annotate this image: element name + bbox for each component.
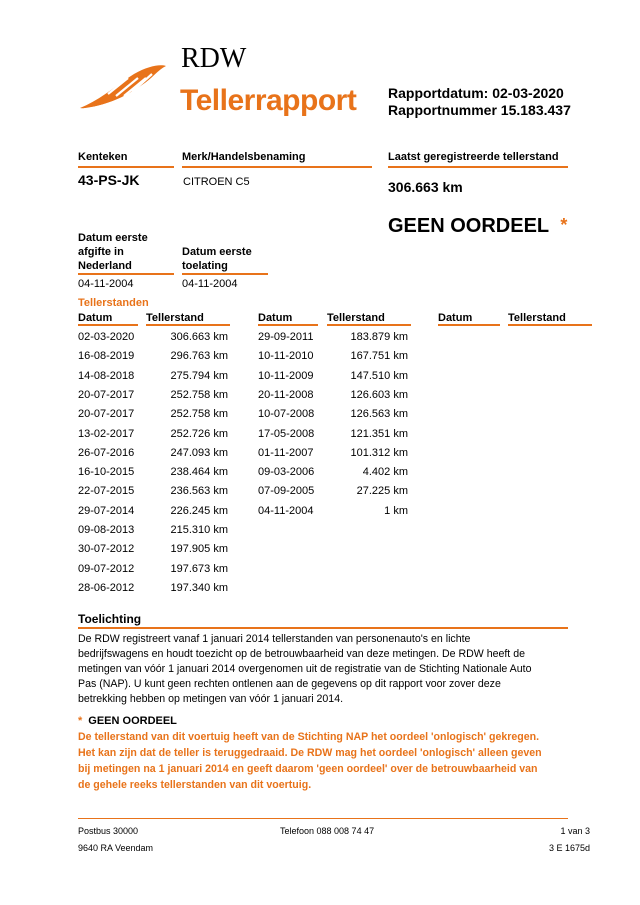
last-reading-label: Laatst geregistreerde tellerstand <box>388 151 559 163</box>
footer-page: 1 van 3 <box>560 826 590 836</box>
reading-row <box>78 505 228 519</box>
reading-date: 20-07-2017 <box>78 408 135 421</box>
reading-value: 306.663 km <box>170 331 228 343</box>
col-header-date: Datum <box>78 312 113 324</box>
reading-row <box>258 331 408 345</box>
reading-value: 121.351 km <box>350 427 408 440</box>
reading-value: 252.758 km <box>170 408 228 421</box>
first-nl-label: Datum eerste afgifte in Nederland <box>78 232 148 272</box>
first-adm-label: Datum eerste toelating <box>182 246 252 272</box>
reading-value: 247.093 km <box>170 446 228 459</box>
reading-row <box>258 447 408 461</box>
reading-date: 28-06-2012 <box>78 581 135 594</box>
reading-row <box>78 389 228 403</box>
reading-value: 236.563 km <box>170 485 228 498</box>
reading-value: 101.312 km <box>350 446 408 459</box>
reading-date: 30-07-2012 <box>78 543 135 556</box>
reading-row <box>258 350 408 364</box>
verdict-star: * <box>560 215 568 235</box>
divider <box>146 324 230 326</box>
plate-label: Kenteken <box>78 151 128 163</box>
reading-date: 10-11-2009 <box>258 369 314 382</box>
explanation-text: De RDW registreert vanaf 1 januari 2014 tellerstanden van personenauto's en lichte bedrijfswagens en houdt toezicht op de betrouwbaarheid van deze metingen. De RDW heeft de metingen van vóór 1 januari 2014 overgenomen uit de registratie van de Stichting Nationale Auto Pas (NAP). U kunt geen rechten ontlenen aan de gegevens op dit rapport voor zover deze betrekking hebben op metingen van vóór 1 januari 2014. <box>78 633 532 705</box>
reading-date: 26-07-2016 <box>78 446 135 459</box>
brand-name: RDW <box>181 43 247 74</box>
last-reading-value: 306.663 km <box>388 179 463 195</box>
reading-value: 215.310 km <box>170 524 228 536</box>
reading-row <box>78 447 228 461</box>
reading-row <box>78 428 228 442</box>
reading-date: 14-08-2018 <box>78 369 135 382</box>
reading-date: 10-11-2010 <box>258 350 314 363</box>
report-number: Rapportnummer 15.183.437 <box>388 102 571 118</box>
reading-row <box>258 370 408 384</box>
footer-address-2: 9640 RA Veendam <box>78 843 154 853</box>
reading-value: 167.751 km <box>350 350 408 363</box>
reading-date: 09-08-2013 <box>78 524 135 536</box>
reading-row <box>258 485 408 499</box>
reading-row <box>78 563 228 577</box>
reading-date: 02-03-2020 <box>78 331 135 343</box>
reading-date: 04-11-2004 <box>258 504 314 517</box>
first-nl-value: 04-11-2004 <box>78 278 134 290</box>
reading-date: 13-02-2017 <box>78 427 135 440</box>
reading-row <box>78 331 228 345</box>
col-header-date: Datum <box>258 312 293 324</box>
footer-divider <box>78 818 568 819</box>
reading-date: 29-09-2011 <box>258 331 314 343</box>
reading-value: 197.905 km <box>170 543 228 556</box>
note-star: * <box>78 715 83 727</box>
reading-row <box>78 524 228 538</box>
divider <box>78 627 568 629</box>
reading-row <box>258 408 408 422</box>
reading-value: 252.726 km <box>170 427 228 440</box>
reading-date: 16-10-2015 <box>78 466 135 479</box>
reading-value: 4.402 km <box>362 466 408 479</box>
reading-date: 22-07-2015 <box>78 485 135 498</box>
reading-date: 17-05-2008 <box>258 427 315 440</box>
reading-row <box>78 485 228 499</box>
make-value: CITROEN C5 <box>183 176 250 188</box>
reading-row <box>78 408 228 422</box>
reading-row <box>258 466 408 480</box>
verdict: GEEN OORDEEL * <box>388 215 568 237</box>
divider <box>508 324 592 326</box>
col-header-date: Datum <box>438 312 473 324</box>
first-adm-value: 04-11-2004 <box>182 278 238 290</box>
divider <box>78 166 174 168</box>
reading-date: 01-11-2007 <box>258 446 314 459</box>
reading-value: 183.879 km <box>350 331 408 343</box>
reading-value: 1 km <box>384 504 408 517</box>
footer-phone: Telefoon 088 008 74 47 <box>280 826 375 836</box>
rdw-logo <box>78 56 170 114</box>
reading-value: 126.563 km <box>350 408 408 421</box>
reading-date: 07-09-2005 <box>258 485 315 498</box>
divider <box>388 166 568 168</box>
reading-date: 10-07-2008 <box>258 408 315 421</box>
report-date: Rapportdatum: 02-03-2020 <box>388 85 564 101</box>
reading-row <box>258 389 408 403</box>
reading-value: 126.603 km <box>350 388 408 401</box>
reading-value: 275.794 km <box>170 369 228 382</box>
warning-text: De tellerstand van dit voertuig heeft van de Stichting NAP het oordeel 'onlogisch' gekregen. Het kan zijn dat de teller is teruggedraaid. De RDW mag het oordeel 'onlogisch' alleen geven bij metingen na 1 januari 2014 en geeft daarom 'geen oordeel' over de betrouwbaarheid van de gehele reeks tellerstanden van dit voertuig. <box>78 731 542 791</box>
footer-code: 3 E 1675d <box>548 843 590 853</box>
reading-row <box>78 350 228 364</box>
reading-value: 252.758 km <box>170 388 228 401</box>
reading-date: 20-07-2017 <box>78 388 135 401</box>
divider <box>258 324 318 326</box>
reading-value: 27.225 km <box>356 485 408 498</box>
divider <box>182 273 268 275</box>
reading-date: 20-11-2008 <box>258 388 314 401</box>
plate-value: 43-PS-JK <box>78 172 140 188</box>
note-title: * GEEN OORDEEL <box>78 715 177 727</box>
reading-row <box>258 505 408 519</box>
reading-value: 296.763 km <box>170 350 228 363</box>
reading-date: 29-07-2014 <box>78 504 135 517</box>
col-header-value: Tellerstand <box>327 312 385 324</box>
reading-value: 197.673 km <box>170 562 228 575</box>
divider <box>78 324 138 326</box>
readings-title: Tellerstanden <box>78 297 149 309</box>
reading-value: 226.245 km <box>170 504 228 517</box>
explanation-title: Toelichting <box>78 612 142 626</box>
reading-date: 16-08-2019 <box>78 350 135 363</box>
reading-row <box>78 582 228 596</box>
reading-row <box>78 370 228 384</box>
reading-row <box>78 543 228 557</box>
page-title: Tellerrapport <box>180 84 357 117</box>
divider <box>327 324 411 326</box>
reading-value: 197.340 km <box>170 581 228 594</box>
reading-row <box>78 466 228 480</box>
reading-value: 147.510 km <box>350 369 408 382</box>
divider <box>78 273 174 275</box>
col-header-value: Tellerstand <box>146 312 204 324</box>
reading-value: 238.464 km <box>170 466 228 479</box>
divider <box>182 166 372 168</box>
reading-row <box>258 428 408 442</box>
reading-date: 09-03-2006 <box>258 466 315 479</box>
divider <box>438 324 500 326</box>
reading-date: 09-07-2012 <box>78 562 135 575</box>
make-label: Merk/Handelsbenaming <box>182 151 306 163</box>
col-header-value: Tellerstand <box>508 312 566 324</box>
footer-address-1: Postbus 30000 <box>78 826 139 836</box>
